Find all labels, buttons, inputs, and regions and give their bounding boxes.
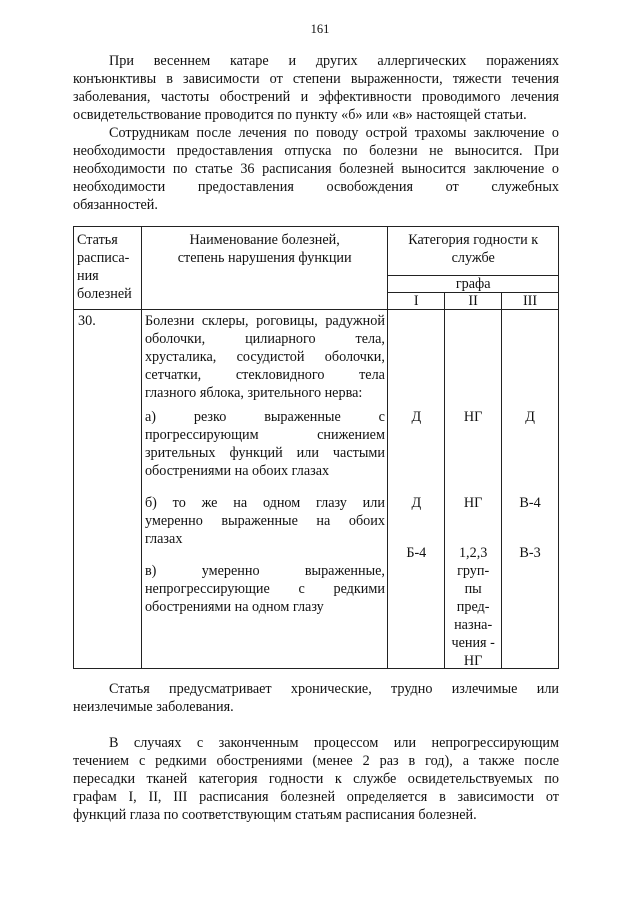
item-b-grafa-i: Д bbox=[411, 495, 422, 511]
header-grafa: графа bbox=[388, 276, 559, 293]
article-number: 30. bbox=[74, 310, 142, 669]
item-b-grafa-iii: В-4 bbox=[519, 495, 541, 511]
text-line: При весеннем катаре и других аллергических поражениях bbox=[109, 53, 559, 69]
text-line: неизлечимые заболевания. bbox=[73, 699, 234, 715]
header-fitness-category: Категория годности к службе bbox=[388, 227, 559, 276]
item-b-grafa-ii: НГ bbox=[463, 495, 483, 511]
text-line: заболевания, частоты обострений и эффективности проводимого лечения bbox=[73, 89, 559, 105]
text-line: необходимости предоставления отпуска по болезни не выносится. При bbox=[73, 143, 559, 159]
paragraph-completed-process bbox=[73, 734, 559, 824]
paragraph-article-scope bbox=[73, 680, 559, 716]
text-line: конъюнктивы в зависимости от степени выраженности, тяжести течения bbox=[73, 71, 559, 87]
item-a: а) резко выраженные с прогрессирующим снижением зрительных функций или частыми обострениями на обоих глазах bbox=[144, 409, 385, 479]
text-line: обязанностей. bbox=[73, 197, 158, 213]
text-line: необходимости предоставления освобождения от служебных bbox=[73, 179, 559, 195]
text-line: графам I, II, III расписания болезней определяется в зависимости от bbox=[73, 789, 559, 805]
item-a-grafa-iii: Д bbox=[525, 409, 535, 425]
disease-schedule-table bbox=[73, 226, 559, 669]
text-line: Статья предусматривает хронические, трудно излечимые или bbox=[109, 681, 559, 697]
grafa-ii-values bbox=[445, 310, 502, 669]
text-line: течением с редкими обострениями (менее 2 раз в год), а также после bbox=[73, 753, 559, 769]
item-c-grafa-ii: 1,2,3 груп- пы пред- назна- чения - НГ bbox=[451, 545, 495, 669]
item-c: в) умеренно выраженные, непрогрессирующие с редкими обострениями на одном глазу bbox=[144, 563, 385, 615]
text-line: пересадки тканей категория годности к службе освидетельствуемых по bbox=[73, 771, 559, 787]
header-article: Статья расписа- ния болезней bbox=[74, 227, 142, 310]
item-a-grafa-ii: НГ bbox=[463, 409, 483, 425]
grafa-i-values bbox=[388, 310, 445, 669]
page-number: 161 bbox=[310, 22, 330, 36]
grafa-iii-values bbox=[502, 310, 559, 669]
disease-description bbox=[141, 310, 387, 669]
paragraph-allergic bbox=[73, 52, 559, 124]
header-column-i: I bbox=[388, 293, 445, 310]
text-line: освидетельствование проводится по пункту «б» или «в» настоящей статьи. bbox=[73, 107, 527, 123]
paragraph-trachoma bbox=[73, 124, 559, 214]
text-line: необходимости по статье 36 расписания болезней выносится заключение о bbox=[73, 161, 559, 177]
item-a-grafa-i: Д bbox=[411, 409, 422, 425]
text-line: В случаях с законченным процессом или непрогрессирующим bbox=[109, 735, 559, 751]
text-line: функций глаза по соответствующим статьям расписания болезней. bbox=[73, 807, 477, 823]
header-column-ii: II bbox=[445, 293, 502, 310]
header-disease-name: Наименование болезней, степень нарушения функции bbox=[141, 227, 387, 310]
table-row bbox=[74, 310, 559, 669]
text-line: Сотрудникам после лечения по поводу острой трахомы заключение о bbox=[109, 125, 559, 141]
item-b: б) то же на одном глазу или умеренно выраженные на обоих глазах bbox=[144, 495, 385, 547]
disease-intro: Болезни склеры, роговицы, радужной оболочки, цилиарного тела, хрусталика, сосудистой оболочки, сетчатки, стекловидного тела глазного яблока, зрительного нерва: bbox=[144, 313, 385, 401]
header-column-iii: III bbox=[502, 293, 559, 310]
item-c-grafa-iii: В-3 bbox=[519, 545, 541, 561]
item-c-grafa-i: Б-4 bbox=[406, 545, 427, 561]
